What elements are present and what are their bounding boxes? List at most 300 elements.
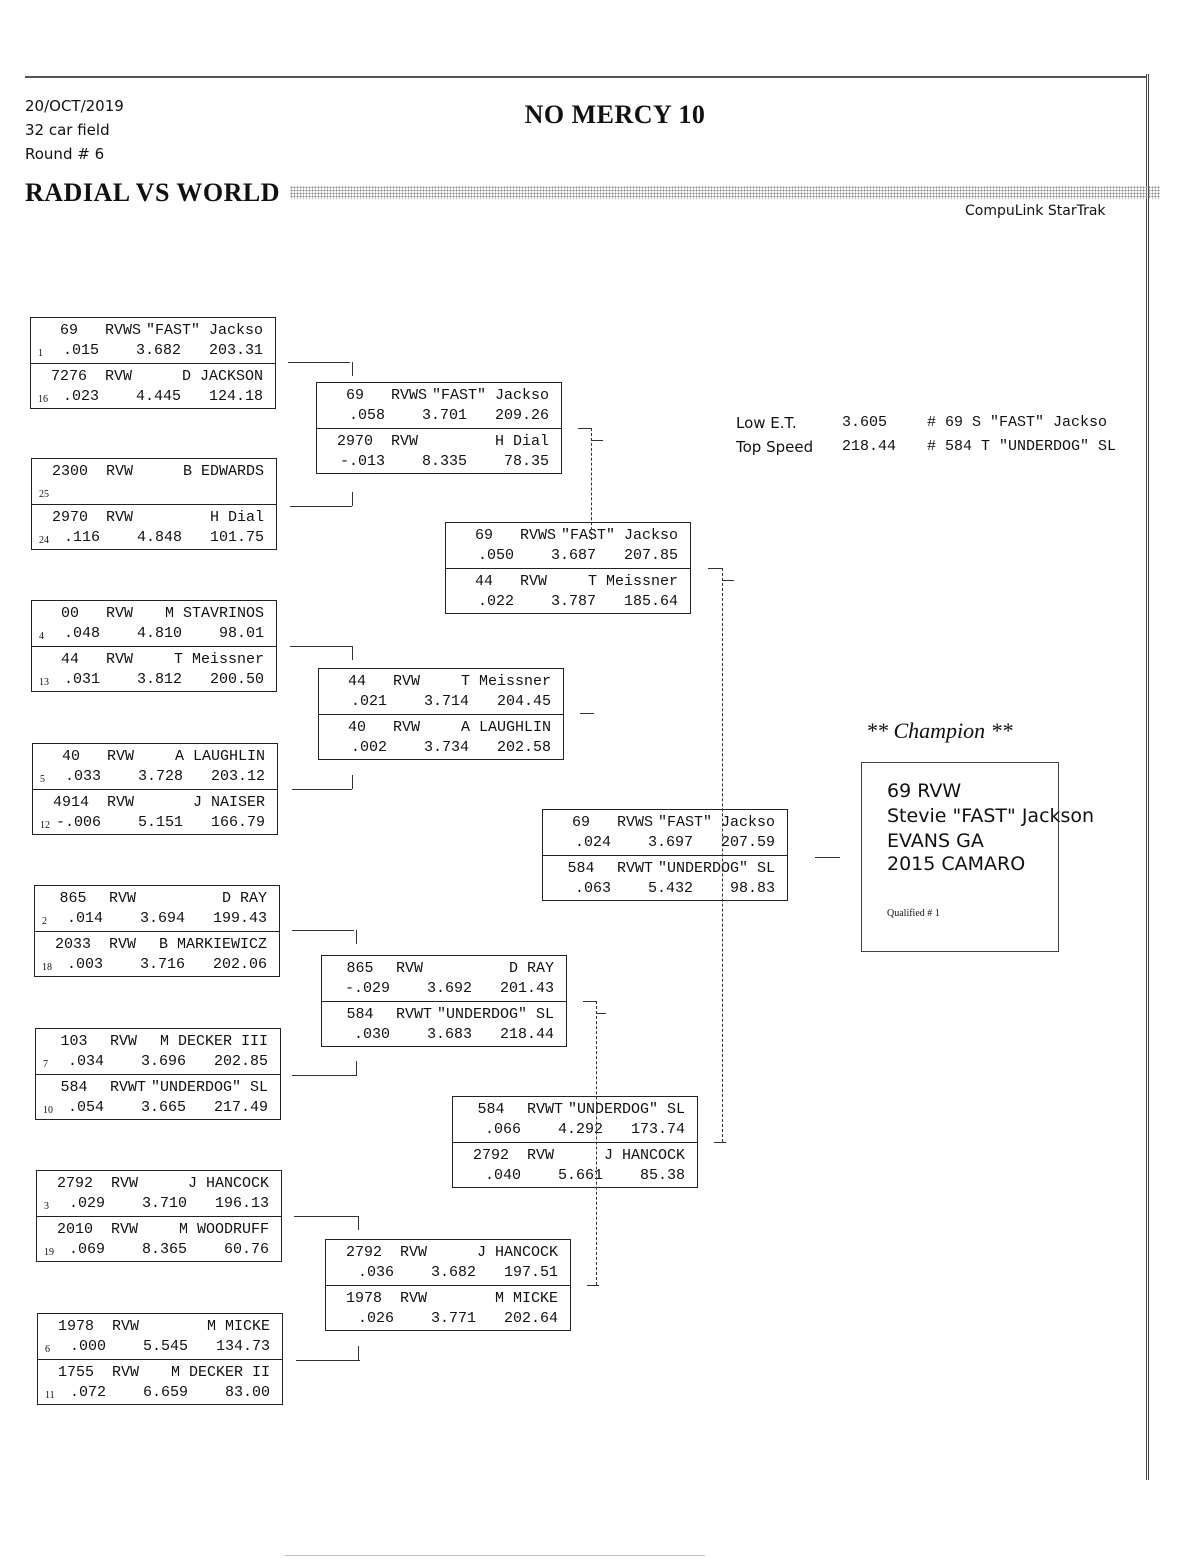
matchup-box [445,522,691,614]
driver-name: J HANCOCK [476,1244,558,1261]
matchup-box [34,885,280,977]
qualifying-seed: 13 [39,677,49,688]
car-number: 44 [474,573,493,590]
racer-times-line [319,737,563,759]
racer-id-line [319,671,563,693]
car-class: RVW [520,573,548,590]
elapsed-time: 3.683 [426,1026,472,1043]
qualifying-seed: 5 [40,774,45,785]
elapsed-time: 3.687 [550,547,596,564]
reaction-time: .026 [357,1310,394,1327]
bracket-connector [356,930,357,944]
racer-id-line [37,1173,281,1195]
reaction-time: .058 [348,407,385,424]
driver-name: J NAISER [192,794,265,811]
matchup-box [321,955,567,1047]
racer-entry [317,383,561,428]
bracket-connector [722,568,723,1142]
bracket-connector [352,362,353,376]
qualifying-seed: 7 [43,1059,48,1070]
driver-name: M DECKER II [170,1364,270,1381]
racer-entry [35,931,279,977]
bracket-connector [290,506,352,507]
car-number: 2792 [472,1147,509,1164]
car-number: 2970 [336,433,373,450]
reaction-time: .002 [350,739,387,756]
bracket-connector [583,1001,597,1002]
elapsed-time: 3.665 [140,1099,186,1116]
elapsed-time: 3.692 [426,980,472,997]
qualifying-seed: 18 [42,962,52,973]
car-class: RVWS [520,527,557,544]
elapsed-time: 3.812 [136,671,182,688]
bracket-connector [358,1346,359,1360]
qualifying-seed: 3 [44,1201,49,1212]
speed-mph: 203.12 [210,768,265,785]
racer-entry [453,1142,697,1188]
champion-car: 69 RVW [887,780,962,802]
matchup-box [316,382,562,474]
racer-id-line [543,812,787,834]
racer-times-line [446,545,690,567]
car-class: RVW [109,936,137,953]
elapsed-time: 3.710 [141,1195,187,1212]
driver-name: J HANCOCK [603,1147,685,1164]
top-rule [25,76,1147,78]
matchup-box [452,1096,698,1188]
reaction-time: .021 [350,693,387,710]
matchup-box [318,668,564,760]
field-size: 32 car field [25,121,110,139]
car-class: RVW [106,651,134,668]
reaction-time: .072 [69,1384,106,1401]
bracket-connector [596,1013,606,1014]
car-number: 69 [474,527,493,544]
car-class: RVWS [105,322,142,339]
qualifying-seed: 2 [42,916,47,927]
speed-mph: 202.85 [213,1053,268,1070]
driver-name: "FAST" Jackso [657,814,775,831]
driver-name: M MICKE [206,1318,270,1335]
bracket-connector [352,775,353,789]
car-class: RVW [107,748,135,765]
car-number: 865 [346,960,374,977]
driver-name: B MARKIEWICZ [158,936,267,953]
car-number: 2300 [51,463,88,480]
car-class: RVW [109,890,137,907]
driver-name: M MICKE [494,1290,558,1307]
bracket-connector [288,362,350,363]
low-et-label: Low E.T. [736,414,797,432]
elapsed-time: 3.714 [423,693,469,710]
matchup-box [325,1239,571,1331]
racer-id-line [35,934,279,956]
car-class: RVW [107,794,135,811]
champion-qualified: Qualified # 1 [887,908,940,919]
racer-entry [32,601,276,646]
speed-mph: 202.06 [212,956,267,973]
low-et-value: 3.605 [842,414,888,431]
racer-times-line [322,1024,566,1046]
reaction-time: .031 [63,671,100,688]
speed-mph: 78.35 [503,453,549,470]
reaction-time: .022 [477,593,514,610]
speed-mph: 209.26 [494,407,549,424]
car-number: 69 [59,322,78,339]
speed-mph: 98.83 [729,880,775,897]
reaction-time: .023 [62,388,99,405]
matchup-box [542,809,788,901]
racer-times-line [322,978,566,1000]
champion-label: ** Champion ** [866,718,1013,743]
driver-name: A LAUGHLIN [460,719,551,736]
reaction-time: -.013 [339,453,385,470]
reaction-time: .024 [574,834,611,851]
car-class: RVW [106,605,134,622]
racer-id-line [543,858,787,880]
driver-name: "FAST" Jackso [431,387,549,404]
bracket-connector [722,580,734,581]
elapsed-time: 8.335 [421,453,467,470]
driver-name: J HANCOCK [187,1175,269,1192]
driver-name: M STAVRINOS [164,605,264,622]
car-class: RVW [106,509,134,526]
speed-mph: 218.44 [499,1026,554,1043]
car-class: RVW [112,1364,140,1381]
bracket-connector [292,930,354,931]
driver-name: T Meissner [460,673,551,690]
reaction-time: .003 [66,956,103,973]
car-class: RVWT [617,860,654,877]
racer-times-line [319,691,563,713]
reaction-time: -.029 [344,980,390,997]
elapsed-time: 3.682 [430,1264,476,1281]
racer-id-line [32,603,276,625]
driver-name: "UNDERDOG" SL [567,1101,685,1118]
driver-name: A LAUGHLIN [174,748,265,765]
speed-mph: 200.50 [209,671,264,688]
bracket-connector [292,1075,357,1076]
racer-entry [38,1314,282,1359]
reaction-time: .050 [477,547,514,564]
speed-mph: 101.75 [209,529,264,546]
car-class: RVW [393,719,421,736]
driver-name: "UNDERDOG" SL [436,1006,554,1023]
driver-name: "UNDERDOG" SL [657,860,775,877]
bracket-connector [358,1216,359,1230]
racer-id-line [317,431,561,453]
racer-times-line [317,405,561,427]
driver-name: M DECKER III [159,1033,268,1050]
champion-driver: Stevie "FAST" Jackson [887,805,1095,827]
racer-entry [36,1074,280,1120]
racer-id-line [33,792,277,814]
car-class: RVWT [396,1006,433,1023]
driver-name: M WOODRUFF [178,1221,269,1238]
racer-id-line [32,649,276,671]
car-class: RVW [110,1033,138,1050]
car-number: 69 [345,387,364,404]
dotted-rule [290,186,1160,199]
racer-entry [453,1097,697,1142]
racer-times-line [33,766,277,788]
racer-entry [446,523,690,568]
racer-times-line [38,1336,282,1358]
car-number: 40 [61,748,80,765]
racer-times-line [38,1382,282,1404]
racer-times-line [453,1165,697,1187]
racer-entry [36,1029,280,1074]
racer-entry [37,1216,281,1262]
elapsed-time: 5.545 [142,1338,188,1355]
racer-id-line [446,525,690,547]
top-speed-holder: # 584 T "UNDERDOG" SL [927,438,1117,455]
matchup-box [31,458,277,550]
car-number: 2033 [54,936,91,953]
matchup-box [37,1313,283,1405]
speed-mph: 197.51 [503,1264,558,1281]
racer-entry [326,1240,570,1285]
speed-mph: 204.45 [496,693,551,710]
car-number: 103 [60,1033,88,1050]
car-class: RVW [391,433,419,450]
reaction-time: .066 [484,1121,521,1138]
qualifying-seed: 12 [40,820,50,831]
racer-times-line [326,1262,570,1284]
speed-mph: 98.01 [218,625,264,642]
racer-entry [543,810,787,855]
racer-entry [35,886,279,931]
champion-hometown: EVANS GA [887,830,984,852]
top-speed-label: Top Speed [736,438,814,456]
racer-entry [32,459,276,504]
qualifying-seed: 25 [39,489,49,500]
bracket-connector [290,646,352,647]
elapsed-time: 6.659 [142,1384,188,1401]
racer-id-line [326,1288,570,1310]
car-class: RVWS [391,387,428,404]
racer-id-line [35,888,279,910]
racer-entry [319,714,563,760]
elapsed-time: 3.716 [139,956,185,973]
speed-mph: 207.85 [623,547,678,564]
car-number: 2792 [56,1175,93,1192]
racer-entry [326,1285,570,1331]
speed-mph: 60.76 [223,1241,269,1258]
car-number: 1978 [345,1290,382,1307]
racer-id-line [36,1031,280,1053]
bracket-connector [356,1061,357,1075]
driver-name: T Meissner [587,573,678,590]
reaction-time: .069 [68,1241,105,1258]
speed-mph: 83.00 [224,1384,270,1401]
reaction-time: .030 [353,1026,390,1043]
racer-times-line [35,908,279,930]
bracket-connector [591,440,603,441]
car-number: 40 [347,719,366,736]
racer-times-line [317,451,561,473]
reaction-time: .034 [67,1053,104,1070]
driver-name: H Dial [209,509,264,526]
car-class: RVWT [527,1101,564,1118]
car-number: 2792 [345,1244,382,1261]
car-number: 4914 [52,794,89,811]
driver-name: D RAY [508,960,554,977]
car-number: 69 [571,814,590,831]
car-number: 584 [477,1101,505,1118]
bracket-connector [352,492,353,506]
racer-entry [33,744,277,789]
racer-entry [317,428,561,474]
speed-mph: 173.74 [630,1121,685,1138]
car-number: 584 [346,1006,374,1023]
bracket-connector [578,428,592,429]
bracket-connector [352,646,353,660]
speed-mph: 217.49 [213,1099,268,1116]
elapsed-time: 3.728 [137,768,183,785]
racer-times-line [32,669,276,691]
bracket-connector [587,1285,599,1286]
car-class: RVW [527,1147,555,1164]
elapsed-time: 5.661 [557,1167,603,1184]
speed-mph: 202.58 [496,739,551,756]
racer-id-line [31,366,275,388]
speed-mph: 134.73 [215,1338,270,1355]
speed-mph: 199.43 [212,910,267,927]
car-class: RVW [111,1175,139,1192]
driver-name: "FAST" Jackso [560,527,678,544]
racer-id-line [326,1242,570,1264]
car-class: RVW [106,463,134,480]
event-title: NO MERCY 10 [524,100,706,129]
racer-times-line [32,481,276,503]
racer-id-line [38,1362,282,1384]
car-number: 584 [567,860,595,877]
car-number: 00 [60,605,79,622]
elapsed-time: 3.771 [430,1310,476,1327]
reaction-time: .063 [574,880,611,897]
reaction-time: -.006 [55,814,101,831]
racer-entry [322,956,566,1001]
racer-entry [322,1001,566,1047]
driver-name: B EDWARDS [182,463,264,480]
qualifying-seed: 16 [38,394,48,405]
racer-entry [319,669,563,714]
racer-id-line [37,1219,281,1241]
racer-times-line [35,954,279,976]
speed-mph: 207.59 [720,834,775,851]
driver-name: D JACKSON [181,368,263,385]
driver-name: H Dial [494,433,549,450]
racer-id-line [33,746,277,768]
racer-id-line [322,958,566,980]
software-credit: CompuLink StarTrak [965,203,1106,219]
reaction-time: .116 [63,529,100,546]
speed-mph: 185.64 [623,593,678,610]
speed-mph: 166.79 [210,814,265,831]
elapsed-time: 3.697 [647,834,693,851]
racer-times-line [326,1308,570,1330]
qualifying-seed: 24 [39,535,49,546]
matchup-box [35,1028,281,1120]
reaction-time: .033 [64,768,101,785]
racer-id-line [322,1004,566,1026]
racer-id-line [36,1077,280,1099]
racer-entry [32,504,276,550]
elapsed-time: 5.151 [137,814,183,831]
car-number: 865 [59,890,87,907]
racer-times-line [37,1239,281,1261]
racer-times-line [543,878,787,900]
racer-times-line [31,386,275,408]
reaction-time: .014 [66,910,103,927]
bracket-connector [292,789,352,790]
low-et-holder: # 69 S "FAST" Jackso [927,414,1108,431]
elapsed-time: 3.682 [135,342,181,359]
bracket-connector [596,1001,597,1285]
racer-id-line [319,717,563,739]
racer-id-line [32,461,276,483]
elapsed-time: 3.787 [550,593,596,610]
car-class: RVW [105,368,133,385]
car-class: RVW [393,673,421,690]
elapsed-time: 4.810 [136,625,182,642]
racer-times-line [453,1119,697,1141]
racer-id-line [446,571,690,593]
speed-mph: 85.38 [639,1167,685,1184]
racer-entry [32,646,276,692]
driver-name: T Meissner [173,651,264,668]
elapsed-time: 4.292 [557,1121,603,1138]
racer-times-line [446,591,690,613]
speed-mph: 202.64 [503,1310,558,1327]
racer-entry [446,568,690,614]
racer-times-line [33,812,277,834]
bottom-rule [285,1555,705,1556]
racer-entry [38,1359,282,1405]
qualifying-seed: 11 [45,1390,55,1401]
bracket-connector [591,428,592,540]
reaction-time: .000 [69,1338,106,1355]
speed-mph: 201.43 [499,980,554,997]
qualifying-seed: 6 [45,1344,50,1355]
racer-entry [37,1171,281,1216]
car-number: 584 [60,1079,88,1096]
class-title: RADIAL VS WORLD [25,178,281,207]
racer-times-line [36,1097,280,1119]
racer-id-line [453,1099,697,1121]
round-number: Round # 6 [25,145,105,163]
right-rule [1146,74,1149,1480]
matchup-box [32,743,278,835]
car-number: 7276 [50,368,87,385]
speed-mph: 203.31 [208,342,263,359]
elapsed-time: 5.432 [647,880,693,897]
car-class: RVW [112,1318,140,1335]
car-class: RVWS [617,814,654,831]
bracket-connector [296,1360,360,1361]
speed-mph: 196.13 [214,1195,269,1212]
car-number: 44 [60,651,79,668]
speed-mph: 124.18 [208,388,263,405]
racer-id-line [317,385,561,407]
car-class: RVWT [110,1079,147,1096]
reaction-time: .054 [67,1099,104,1116]
qualifying-seed: 10 [43,1105,53,1116]
driver-name: "UNDERDOG" SL [150,1079,268,1096]
reaction-time: .036 [357,1264,394,1281]
racer-entry [31,318,275,363]
